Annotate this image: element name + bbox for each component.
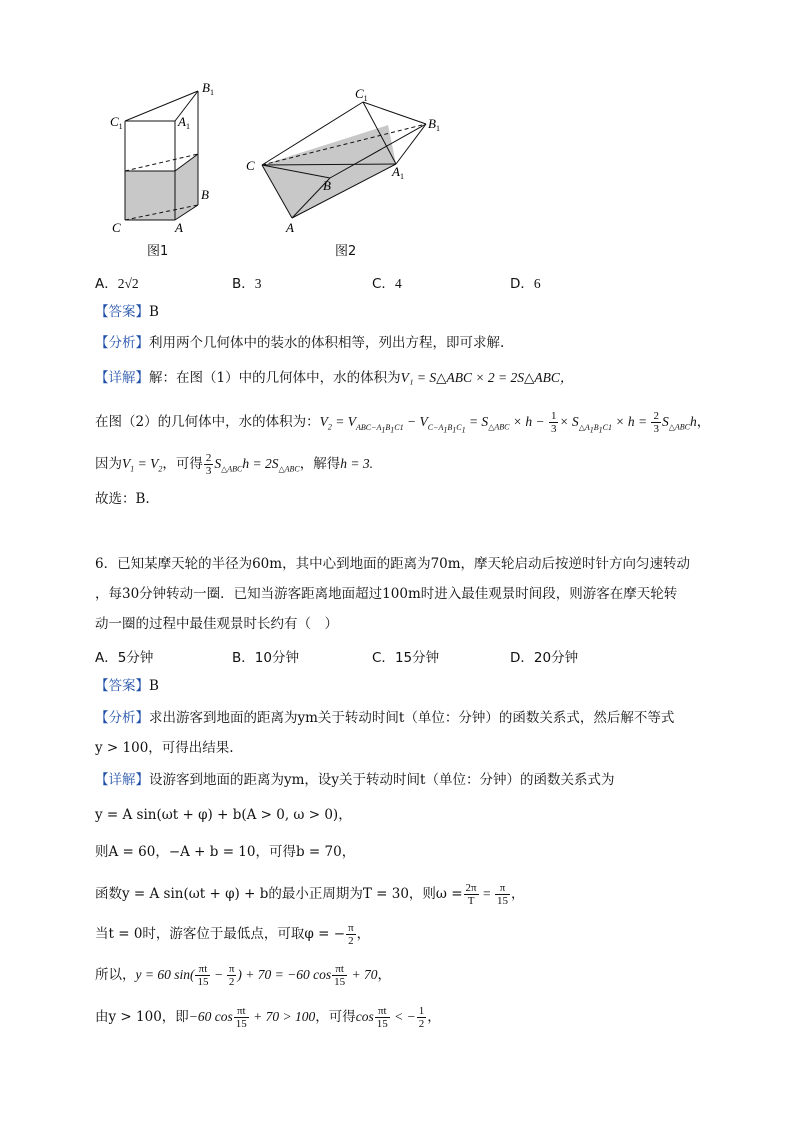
q5-conclusion: 故选：B. — [95, 491, 150, 507]
q6-detail-1: 【详解】设游客到地面的距离为ym，设y关于转动时间t（单位：分钟）的函数关系式为 — [95, 772, 615, 788]
figure-1-caption: 图1 — [147, 244, 169, 259]
label-c: C — [112, 220, 121, 235]
q6-option-a: A．5分钟 — [95, 650, 154, 666]
q6-option-c: C．15分钟 — [372, 650, 440, 666]
q6-detail-5: 当t = 0时，游客位于最低点，可取φ = − $\frac{\pi}{2}$ ， — [95, 922, 371, 947]
q6-answer: 【答案】B — [95, 678, 159, 694]
label-a1: $A_1$ — [392, 164, 404, 181]
q6-stem-3: 动一圈的过程中最佳观景时长约有（ ） — [95, 616, 338, 632]
q6-stem-2: ，每30分钟转动一圈．已知当游客距离地面超过100m时进入最佳观景时间段，则游客在摩天轮转 — [95, 586, 678, 602]
q5-detail-3: 因为$V_1 = V_2$，可得 $\frac{2}{3}$ $S_{\triangle ABC}h = 2S_{\triangle ABC}$，解得h = 3. — [95, 452, 374, 477]
q6-option-d: D．20分钟 — [510, 650, 579, 666]
label-a: A — [286, 220, 294, 235]
label-a: A — [175, 220, 183, 235]
label-c: C — [246, 158, 255, 173]
q5-analysis: 【分析】利用两个几何体中的装水的体积相等，列出方程，即可求解. — [95, 335, 505, 351]
q5-detail-2: 在图（2）的几何体中，水的体积为：$V_2 = V_{ABC-A_1B_1C1} - V_{C-A_1B_1C_1} = S_{\triangle ABC} \times h$ − $\frac{1}{3}$ × $S_{\triangle A_1B_1C1} \times h$ = $\frac{2}{3}$ $S_{\triangle ABC}h$， — [95, 410, 711, 435]
label-b: B — [201, 187, 209, 202]
label-a1: $A_1$ — [178, 114, 190, 131]
q5-answer: 【答案】B — [95, 304, 159, 320]
q6-detail-4: 函数y = A sin(ωt + φ) + b的最小正周期为T = 30，则ω = $\frac{2\pi}{T}$ = $\frac{\pi}{15}$ ， — [95, 882, 525, 907]
q6-stem-1: 6．已知某摩天轮的半径为60m，其中心到地面的距离为70m，摩天轮启动后按逆时针方向匀速转动 — [95, 556, 691, 572]
q6-detail-7: 由y > 100，即−60 cos $\frac{\pi t}{15}$ + 70 > 100，可得cos $\frac{\pi t}{15}$ < − $\frac{1}{2}$ ， — [95, 1005, 441, 1030]
figure-1-prism — [105, 78, 235, 238]
q6-option-b: B．10分钟 — [232, 650, 299, 666]
label-c1: $C_1$ — [355, 88, 368, 103]
label-b1: $B_1$ — [428, 116, 440, 133]
label-c1: $C_1$ — [110, 114, 123, 131]
figure-2-caption: 图2 — [335, 244, 357, 259]
q5-option-b: B．3 — [232, 276, 262, 292]
label-b: B — [323, 178, 331, 193]
q6-analysis-1: 【分析】求出游客到地面的距离为ym关于转动时间t（单位：分钟）的函数关系式，然后解不等式 — [95, 710, 675, 726]
figure-2-prism — [240, 88, 450, 238]
q6-analysis-2: y > 100，可得出结果. — [95, 740, 234, 756]
label-b1: $B_1$ — [202, 80, 214, 97]
q5-option-c: C．4 — [372, 276, 402, 292]
q6-detail-6: 所以，y = 60 sin( $\frac{\pi t}{15}$ − $\frac{\pi}{2}$ ) + 70 = −60 cos $\frac{\pi t}{15}$ + 70， — [95, 963, 391, 988]
q5-detail-1: 【详解】解：在图（1）中的几何体中，水的体积为V₁ = S△ABC × 2 = 2S△ABC， — [95, 370, 574, 386]
q5-option-d: D．6 — [510, 276, 541, 292]
q5-option-a: A．2√2 — [95, 276, 139, 292]
q6-detail-3: 则A = 60，−A + b = 10，可得b = 70， — [95, 844, 356, 860]
q6-detail-2: y = A sin(ωt + φ) + b(A > 0, ω > 0)， — [95, 807, 352, 823]
